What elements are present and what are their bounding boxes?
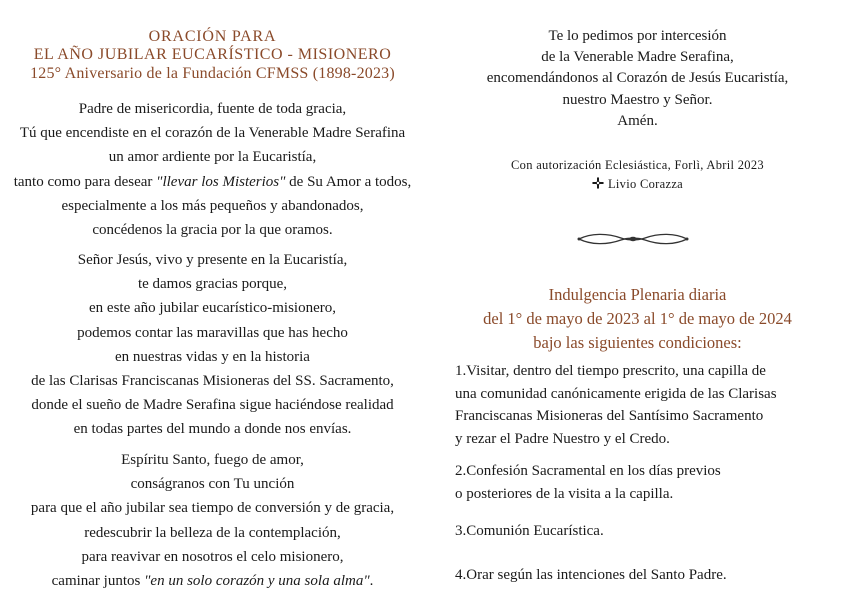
closing-line: Te lo pedimos por intercesión — [548, 28, 727, 44]
condition-line: y rezar el Padre Nuestro y el Credo. — [455, 430, 670, 447]
stanza-line: especialmente a los más pequeños y abandonados, — [61, 197, 364, 214]
right-panel — [425, 0, 850, 614]
closing-line: nuestro Maestro y Señor. — [562, 91, 713, 108]
stanza-line: concédenos la gracia por la que oramos. — [92, 222, 333, 239]
stanza-line: un amor ardiente por la Eucaristía, — [108, 149, 317, 166]
condition-item — [455, 360, 845, 450]
indulgence-line: Indulgencia Plenaria diaria — [548, 285, 727, 304]
prayer-title: ORACIÓN PARA — [148, 28, 277, 45]
condition-line: 3.Comunión Eucarística. — [455, 523, 604, 539]
stanza-quote: "en un solo corazón y una sola alma" — [144, 573, 370, 590]
condition-line: Franciscanas Misioneras del Santísimo Sacramento — [455, 408, 764, 424]
stanza-quote: "llevar los Misterios" — [156, 173, 286, 190]
stanza-line: conságranos con Tu unción — [130, 476, 295, 493]
indulgence-heading — [425, 283, 850, 355]
stanza-line: Espíritu Santo, fuego de amor, — [121, 452, 304, 468]
bishop-cross-icon — [592, 177, 604, 193]
condition-line: 2.Confesión Sacramental en los días previos — [455, 463, 721, 479]
stanza-line: para reavivar en nosotros el celo misionero, — [81, 548, 344, 565]
stanza-line: Padre de misericordia, fuente de toda gracia, — [78, 101, 347, 117]
stanza-line: redescubrir la belleza de la contemplación, — [84, 524, 341, 541]
stanza-line: de las Clarisas Franciscanas Misioneras del SS. Sacramento, — [31, 373, 394, 390]
stanza-line: en todas partes del mundo a donde nos envías. — [73, 421, 352, 438]
stanza-line: podemos contar las maravillas que has hecho — [77, 324, 348, 341]
stanza-line: en nuestras vidas y en la historia — [115, 348, 310, 365]
prayer-subtitle: EL AÑO JUBILAR EUCARÍSTICO - MISIONERO — [33, 46, 392, 63]
signer-line — [425, 177, 850, 193]
anniversary-line: 125° Aniversario de la Fundación CFMSS (1898-2023) — [30, 65, 395, 82]
condition-item — [455, 564, 845, 587]
closing-line: Amén. — [617, 112, 658, 129]
stanza-text: tanto como para desear — [13, 173, 157, 190]
signer-name: Livio Corazza — [607, 177, 684, 191]
closing-line: encomendándonos al Corazón de Jesús Eucaristía, — [486, 70, 789, 87]
condition-line: 1.Visitar, dentro del tiempo prescrito, una capilla de — [455, 363, 766, 379]
stanza-line: donde el sueño de Madre Serafina sigue haciéndose realidad — [31, 397, 394, 414]
stanza-line: en este año jubilar eucarístico-misionero, — [89, 300, 336, 317]
stanza-text: . — [369, 573, 374, 590]
ecclesiastical-approval: Con autorización Eclesiástica, Forlì, Abril 2023 — [511, 158, 764, 172]
stanza-text: de Su Amor a todos, — [285, 173, 412, 190]
indulgence-line: bajo las siguientes condiciones: — [533, 333, 742, 352]
condition-item — [455, 520, 845, 543]
indulgence-line: del 1° de mayo de 2023 al 1° de mayo de 2024 — [483, 309, 792, 328]
stanza-line: Tú que encendiste en el corazón de la Venerable Madre Serafina — [19, 125, 406, 142]
stanza-line: te damos gracias porque, — [137, 276, 288, 293]
prayer-stanza-jesus — [0, 248, 425, 442]
condition-line: una comunidad canónicamente erigida de las Clarisas — [455, 385, 777, 402]
closing-line: de la Venerable Madre Serafina, — [541, 49, 734, 66]
stanza-line — [0, 569, 425, 593]
stanza-line: para que el año jubilar sea tiempo de conversión y de gracia, — [30, 500, 395, 517]
prayer-closing — [425, 26, 850, 132]
prayer-stanza-spirit — [0, 448, 425, 593]
stanza-line: Señor Jesús, vivo y presente en la Eucaristía, — [77, 252, 348, 268]
stanza-text: caminar juntos — [51, 573, 145, 590]
prayer-stanza-father — [0, 97, 425, 242]
condition-line: 4.Orar según las intenciones del Santo Padre. — [455, 567, 727, 583]
flourish-divider-icon — [577, 231, 689, 247]
stanza-line — [0, 170, 425, 194]
condition-item — [455, 460, 845, 505]
condition-line: o posteriores de la visita a la capilla. — [455, 485, 674, 502]
